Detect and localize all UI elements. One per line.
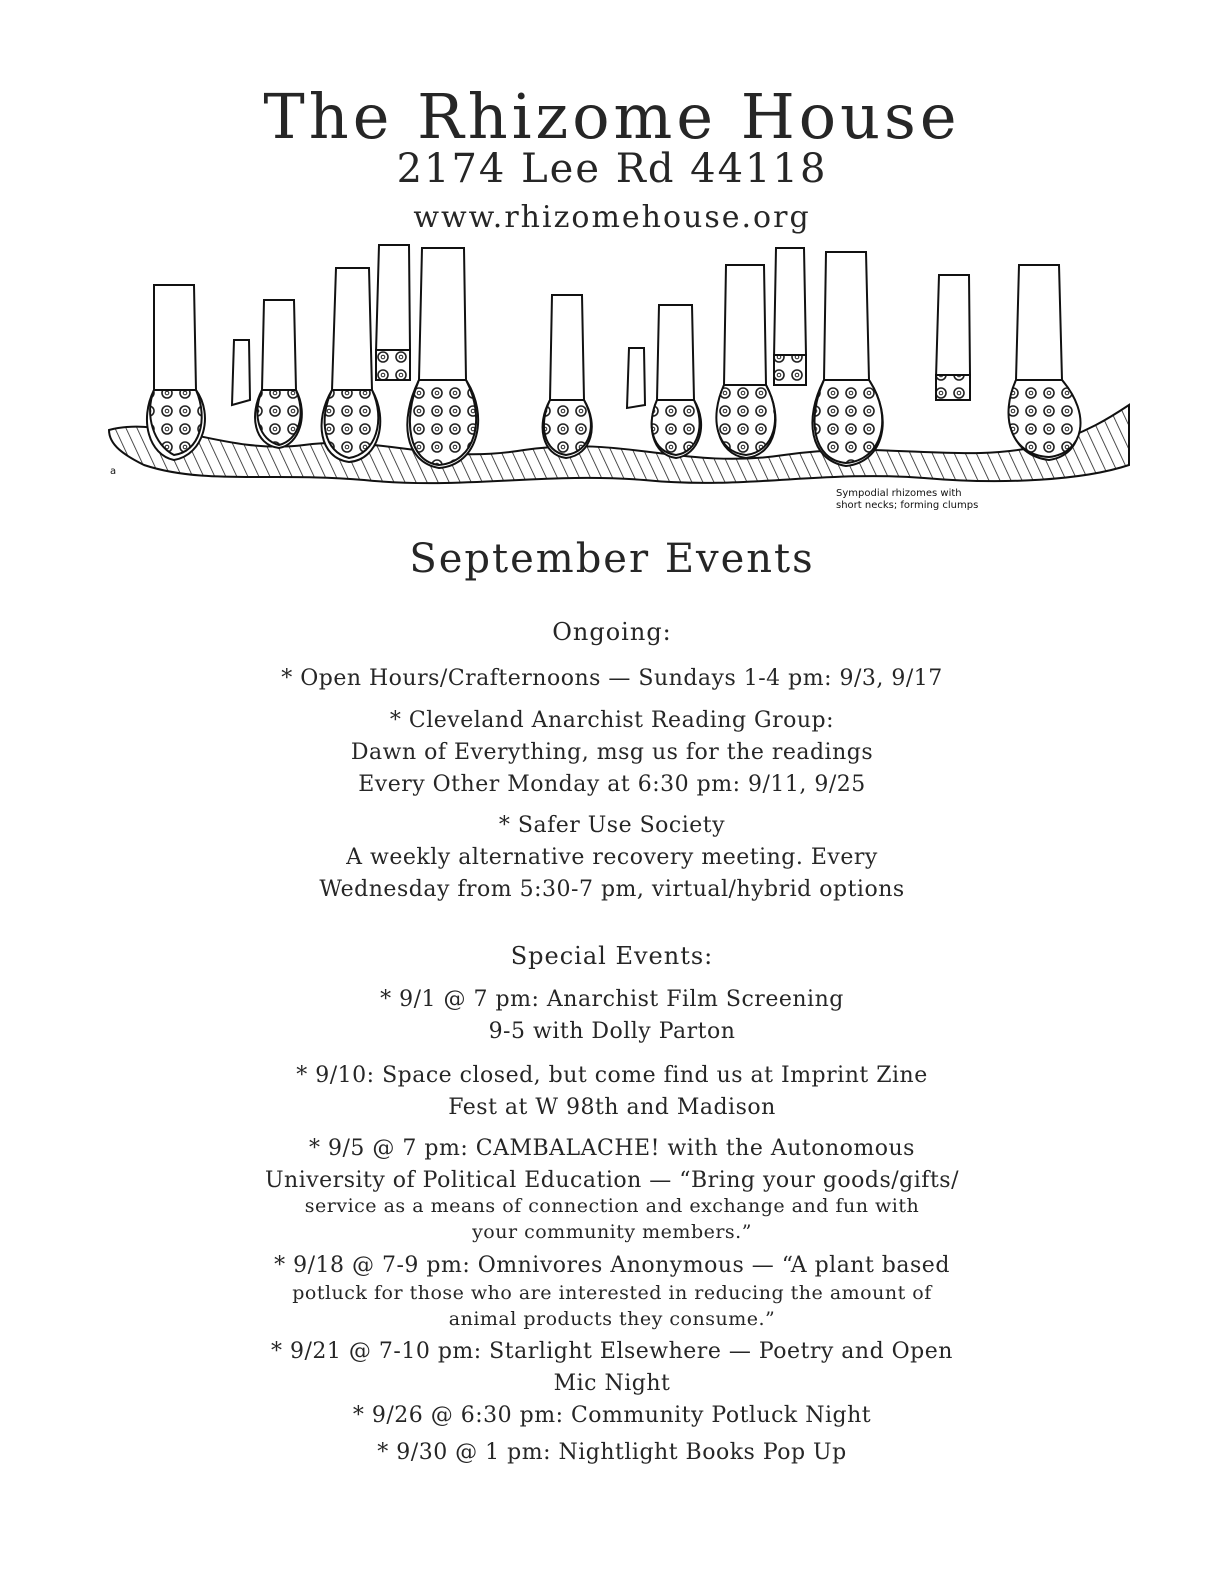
event-line: * Safer Use Society <box>498 813 726 838</box>
event-line: your community members.” <box>472 1221 752 1243</box>
event-line: animal products they consume.” <box>448 1308 776 1330</box>
event-line: * 9/1 @ 7 pm: Anarchist Film Screening <box>380 987 844 1012</box>
event-line: Every Other Monday at 6:30 pm: 9/11, 9/25 <box>358 772 866 797</box>
event-item-quote <box>0 1280 1224 1332</box>
event-line: A weekly alternative recovery meeting. Every <box>346 845 878 870</box>
illustration-caption <box>836 488 978 512</box>
event-item <box>0 1437 1224 1469</box>
event-item <box>0 705 1224 801</box>
event-item <box>0 663 1224 695</box>
event-line: * 9/5 @ 7 pm: CAMBALACHE! with the Autonomous <box>309 1136 915 1161</box>
event-item <box>0 1250 1224 1282</box>
rhizome-illustration <box>104 240 1134 525</box>
event-line: Wednesday from 5:30-7 pm, virtual/hybrid options <box>319 877 905 902</box>
event-item <box>0 1336 1224 1400</box>
caption-line: Sympodial rhizomes with <box>836 488 962 499</box>
event-line: potluck for those who are interested in reducing the amount of <box>292 1282 932 1304</box>
event-line: * 9/21 @ 7-10 pm: Starlight Elsewhere — Poetry and Open <box>271 1339 953 1364</box>
event-line: Fest at W 98th and Madison <box>448 1095 776 1120</box>
event-item <box>0 1400 1224 1432</box>
event-item-quote <box>0 1193 1224 1245</box>
event-line: * 9/18 @ 7-9 pm: Omnivores Anonymous — “A plant based <box>274 1253 950 1278</box>
figure-label-a: a <box>110 466 117 477</box>
event-item <box>0 1060 1224 1124</box>
address: 2174 Lee Rd 44118 <box>396 146 828 192</box>
event-line: Dawn of Everything, msg us for the readings <box>350 740 874 765</box>
event-line: Mic Night <box>553 1371 671 1396</box>
event-line: * 9/26 @ 6:30 pm: Community Potluck Night <box>352 1403 872 1428</box>
event-line: University of Political Education — “Bring your goods/gifts/ <box>264 1168 959 1193</box>
website-url[interactable]: www.rhizomehouse.org <box>413 200 811 235</box>
event-line: 9-5 with Dolly Parton <box>488 1019 736 1044</box>
event-item <box>0 1133 1224 1197</box>
page-title: The Rhizome House <box>263 80 961 153</box>
special-events-heading: Special Events: <box>510 942 714 970</box>
event-line: * Cleveland Anarchist Reading Group: <box>389 708 835 733</box>
caption-line: short necks; forming clumps <box>836 500 979 511</box>
event-line: service as a means of connection and exchange and fun with <box>304 1195 920 1217</box>
event-item <box>0 984 1224 1048</box>
events-title: September Events <box>409 536 815 582</box>
event-line: * Open Hours/Crafternoons — Sundays 1-4 pm: 9/3, 9/17 <box>281 666 943 691</box>
event-line: * 9/10: Space closed, but come find us at Imprint Zine <box>296 1063 928 1088</box>
ongoing-heading: Ongoing: <box>552 618 672 646</box>
event-item <box>0 810 1224 906</box>
event-line: * 9/30 @ 1 pm: Nightlight Books Pop Up <box>377 1440 847 1465</box>
